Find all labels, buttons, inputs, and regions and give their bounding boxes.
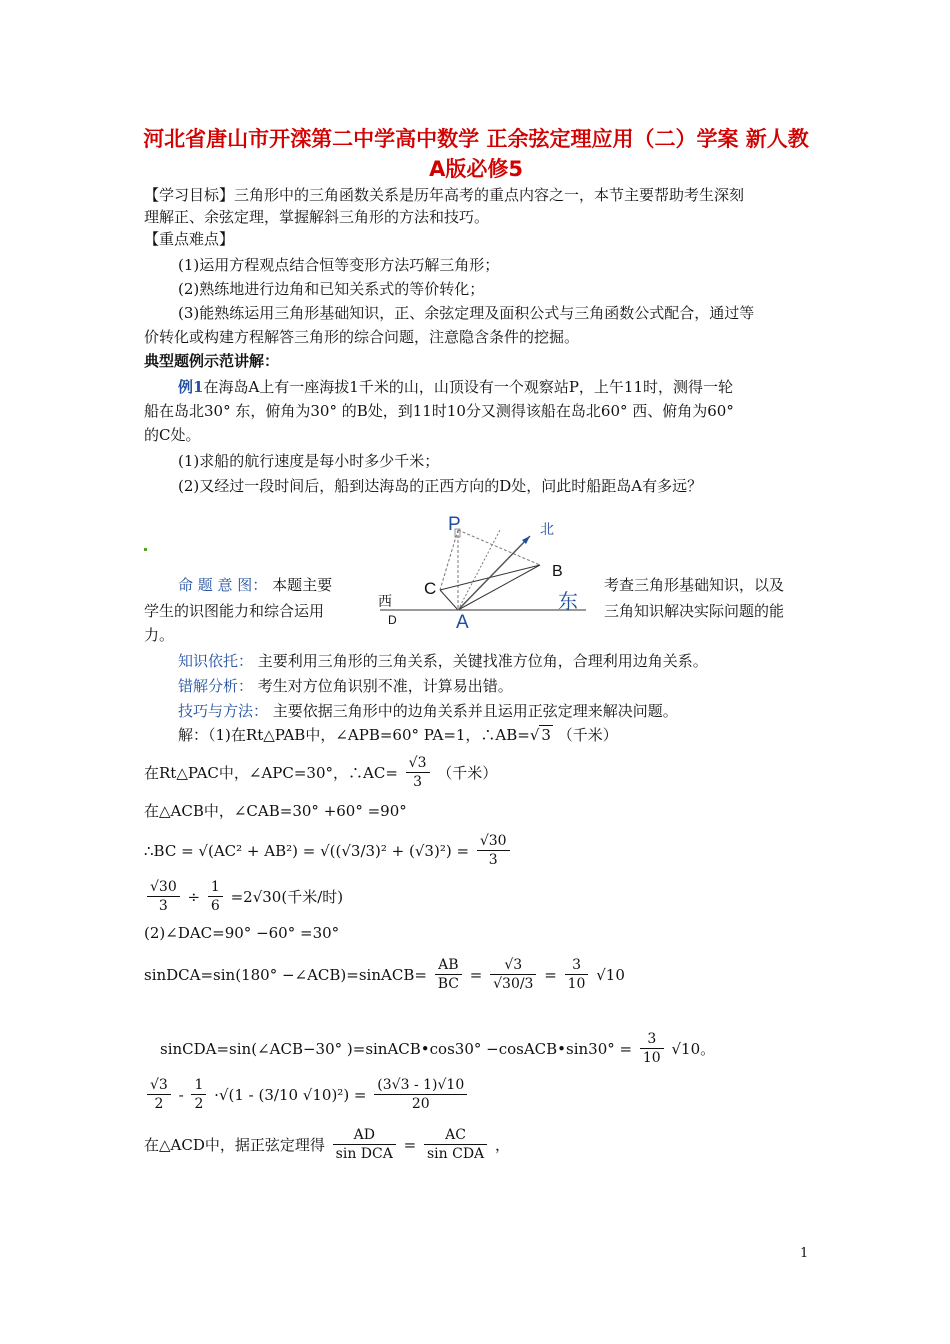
speed-result: =2√30(千米/时) bbox=[230, 887, 344, 906]
solution-step-4 bbox=[144, 832, 513, 869]
knowledge-line bbox=[178, 650, 708, 672]
fraction-speed-2: $\frac{1}{6}$ bbox=[208, 878, 223, 915]
solution-step-4-text: ∴BC = √(AC² + AB²) = √((√3/3)² + (√3)²) = bbox=[144, 841, 470, 860]
intent-left-line-2: 学生的识图能力和综合运用 bbox=[144, 602, 325, 620]
line-a-c bbox=[440, 590, 458, 610]
intent-label: 命 题 意 图： bbox=[178, 576, 268, 594]
solution-step-1: 解：（1)在Rt△PAB中，∠APB=60° PA=1，∴AB=√ 3 （千米） bbox=[178, 726, 618, 744]
examples-heading: 典型题例示范讲解： bbox=[144, 352, 280, 370]
document-title: 河北省唐山市开滦第二中学高中数学 正余弦定理应用（二）学案 新人教A版必修5 bbox=[143, 127, 809, 181]
geometry-figure bbox=[360, 510, 600, 638]
label-b: B bbox=[552, 563, 563, 580]
solution-step-3: 在△ACB中，∠CAB=30° +60° =90° bbox=[144, 802, 407, 820]
intent-line-3: 力。 bbox=[144, 626, 175, 644]
knowledge-label: 知识依托： bbox=[178, 652, 254, 670]
keypoints-heading: 【重点难点】 bbox=[144, 230, 235, 248]
keypoint-3-cont: 价转化或构建方程解答三角形的综合问题，注意隐含条件的挖掘。 bbox=[144, 328, 580, 346]
example1-line-1 bbox=[178, 376, 733, 398]
example1-label: 例1 bbox=[178, 378, 204, 396]
fraction-bc: $\frac{√30}{3}$ bbox=[477, 832, 510, 869]
error-label: 错解分析： bbox=[178, 677, 254, 695]
label-p: P bbox=[448, 514, 461, 535]
label-east: 东 bbox=[558, 589, 578, 613]
objective-line-1: 【学习目标】三角形中的三角函数关系是历年高考的重点内容之一，本节主要帮助考生深刻 bbox=[144, 186, 745, 204]
keypoint-2: (2)熟练地进行边角和已知关系式的等价转化； bbox=[178, 280, 485, 298]
unit-km-2: （千米） bbox=[437, 763, 498, 782]
solution-step-7: sinDCA=sin(180° −∠ACB)=sinACB= $\frac{AB}{BC}$ = $\frac{√3}{√30/3}$ = $\frac{3}{10}$ √10 bbox=[144, 957, 625, 992]
fraction-3-10: $\frac{3}{10}$ bbox=[565, 956, 589, 993]
solution-step-7-text: sinDCA=sin(180° −∠ACB)=sinACB= bbox=[144, 965, 427, 984]
sqrt-3: 3 bbox=[541, 726, 551, 744]
intent-left-line-1 bbox=[178, 574, 332, 596]
fraction-sqrt3-sqrt30: $\frac{√3}{√30/3}$ bbox=[490, 956, 536, 993]
line-p-b bbox=[458, 530, 540, 565]
solution-step-8 bbox=[160, 1030, 715, 1067]
unit-km-1: （千米） bbox=[557, 726, 618, 744]
knowledge-text: 主要利用三角形的三角关系，关键找准方位角，合理利用边角关系。 bbox=[257, 652, 708, 670]
solution-step-6: (2)∠DAC=90° −60° =30° bbox=[144, 924, 340, 942]
label-north: 北 bbox=[540, 522, 554, 538]
fraction-sqrt3-2: $\frac{√3}{2}$ bbox=[147, 1076, 171, 1113]
fraction-ac-sin: $\frac{AC}{\text{sin CDA}}$ bbox=[424, 1126, 487, 1163]
north-arrow-line bbox=[458, 536, 530, 610]
divide-sign: ÷ bbox=[187, 887, 201, 906]
fraction-result-cda: $\frac{(3√3 - 1)√10}{20}$ bbox=[374, 1076, 467, 1113]
intent-right-line-1: 考查三角形基础知识，以及 bbox=[604, 576, 785, 594]
example1-question-2: (2)又经过一段时间后，船到达海岛的正西方向的D处，问此时船距岛A有多远？ bbox=[178, 477, 703, 495]
label-west: 西 bbox=[378, 594, 392, 610]
keypoint-3: (3)能熟练运用三角形基础知识，正、余弦定理及面积公式与三角函数公式配合，通过等 bbox=[178, 304, 755, 322]
solution-step-9-mid: ·√(1 - (3/10 √10)²) = bbox=[214, 1085, 367, 1104]
solution-step-1-text: 解：（1)在Rt△PAB中，∠APB=60° PA=1，∴AB= bbox=[178, 726, 530, 744]
keypoint-1: (1)运用方程观点结合恒等变形方法巧解三角形； bbox=[178, 256, 500, 274]
label-c: C bbox=[424, 579, 437, 598]
fraction-speed-1: $\frac{√30}{3}$ bbox=[147, 878, 180, 915]
fraction-ad-sin: $\frac{AD}{\text{sin DCA}}$ bbox=[333, 1126, 396, 1163]
label-a: A bbox=[456, 612, 469, 633]
fraction-3-10-b: $\frac{3}{10}$ bbox=[640, 1030, 664, 1067]
solution-step-8-text: sinCDA=sin(∠ACB−30° )=sinACB•cos30° −cosACB•sin30° = bbox=[160, 1039, 633, 1058]
skill-label: 技巧与方法： bbox=[178, 702, 269, 720]
intent-right-line-2: 三角知识解决实际问题的能 bbox=[604, 602, 785, 620]
page-number: 1 bbox=[800, 1246, 809, 1261]
example1-line-3: 的C处。 bbox=[144, 426, 201, 444]
solution-step-10-text: 在△ACD中，据正弦定理得 bbox=[144, 1135, 325, 1154]
error-text: 考生对方位角识别不准，计算易出错。 bbox=[257, 677, 513, 695]
solution-step-2-text: 在Rt△PAC中，∠APC=30°，∴AC= bbox=[144, 763, 398, 782]
skill-line bbox=[178, 700, 678, 722]
solution-step-9: $\frac{√3}{2}$ - $\frac{1}{2}$ ·√(1 - (3/10 √10)²) = $\frac{(3√3 - 1)√10}{20}$ bbox=[144, 1076, 470, 1113]
error-line bbox=[178, 675, 513, 697]
line-p-c bbox=[440, 530, 458, 590]
objective-line-2: 理解正、余弦定理，掌握解斜三角形的方法和技巧。 bbox=[144, 208, 490, 226]
solution-step-2 bbox=[144, 754, 497, 791]
skill-text: 主要依据三角形中的边角关系并且运用正弦定理来解决问题。 bbox=[272, 702, 678, 720]
example1-question-1: (1)求船的航行速度是每小时多少千米； bbox=[178, 452, 440, 470]
fraction-ab-bc: $\frac{AB}{BC}$ bbox=[435, 956, 462, 993]
sqrt-10: √10 bbox=[596, 965, 625, 984]
fraction-1-2: $\frac{1}{2}$ bbox=[191, 1076, 206, 1113]
label-d: D bbox=[388, 613, 397, 627]
example1-text-1: 在海岛A上有一座海拔1千米的山，山顶设有一个观察站P，上午11时，测得一轮 bbox=[203, 378, 733, 396]
intent-left-text-1: 本题主要 bbox=[272, 576, 333, 594]
green-dot-marker bbox=[144, 548, 147, 551]
sqrt-10-b: √10。 bbox=[671, 1039, 716, 1058]
solution-step-10: 在△ACD中，据正弦定理得 $\frac{AD}{\text{sin DCA}}$ = $\frac{AC}{\text{sin CDA}}$ ， bbox=[144, 1127, 510, 1162]
fraction-ac: $\frac{√3}{3}$ bbox=[406, 754, 430, 791]
example1-line-2: 船在岛北30° 东，俯角为30° 的B处，到11时10分又测得该船在岛北60° 西、俯角为60° bbox=[144, 402, 734, 420]
solution-step-5 bbox=[144, 878, 343, 915]
